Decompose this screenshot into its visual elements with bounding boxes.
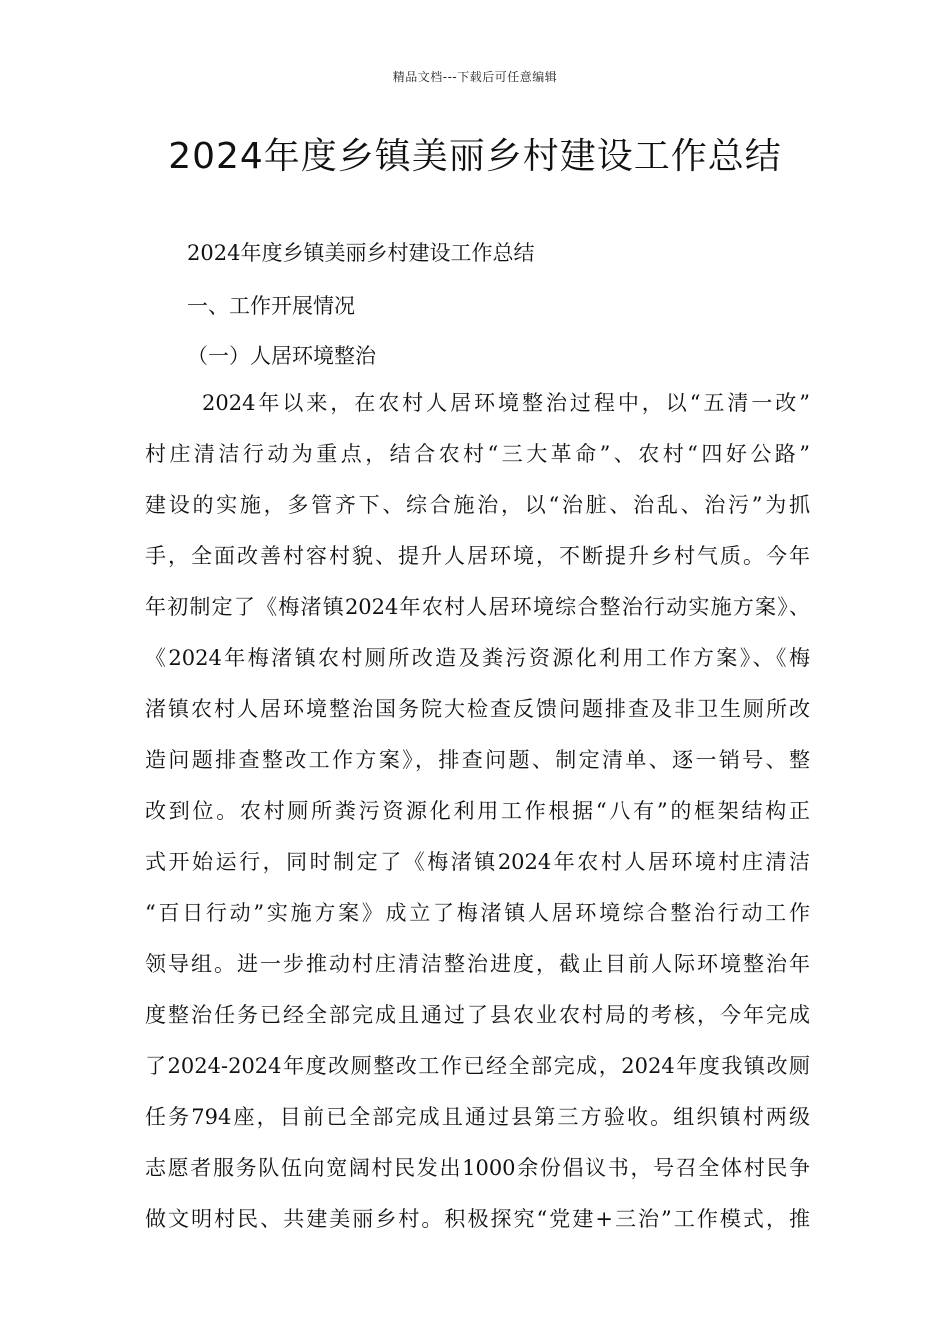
paragraph-line: 年初制定了《梅渚镇2024年农村人居环境综合整治行动实施方案》、	[145, 595, 810, 619]
subsection-heading: （一）人居环境整治	[187, 344, 376, 368]
paragraph-line: 志愿者服务队伍向宽阔村民发出1000余份倡议书，号召全体村民争	[145, 1156, 810, 1180]
paragraph-line: 手，全面改善村容村貌、提升人居环境，不断提升乡村气质。今年	[145, 544, 810, 568]
paragraph-line: 改到位。农村厕所粪污资源化利用工作根据“八有”的框架结构正	[145, 799, 810, 823]
paragraph-line: 了2024-2024年度改厕整改工作已经全部完成，2024年度我镇改厕	[145, 1054, 810, 1078]
paragraph-line: 《2024年梅渚镇农村厕所改造及粪污资源化利用工作方案》、《梅	[145, 646, 810, 670]
paragraph-line: 度整治任务已经全部完成且通过了县农业农村局的考核，今年完成	[145, 1003, 810, 1027]
paragraph-line: 村庄清洁行动为重点，结合农村“三大革命”、农村“四好公路”	[145, 442, 810, 466]
paragraph-line: 渚镇农村人居环境整治国务院大检查反馈问题排查及非卫生厕所改	[145, 697, 810, 721]
paragraph-line: 式开始运行，同时制定了《梅渚镇2024年农村人居环境村庄清洁	[145, 850, 810, 874]
paragraph-line: 领导组。进一步推动村庄清洁整治进度，截止目前人际环境整治年	[145, 952, 810, 976]
paragraph-line: “百日行动”实施方案》成立了梅渚镇人居环境综合整治行动工作	[145, 901, 810, 925]
document-title: 2024年度乡镇美丽乡村建设工作总结	[168, 136, 782, 177]
paragraph-line: 任务794座，目前已全部完成且通过县第三方验收。组织镇村两级	[145, 1105, 810, 1129]
paragraph-line: 造问题排查整改工作方案》，排查问题、制定清单、逐一销号、整	[145, 748, 810, 772]
document-subtitle: 2024年度乡镇美丽乡村建设工作总结	[187, 241, 535, 265]
section-heading: 一、工作开展情况	[187, 294, 355, 318]
paragraph-line: 2024年以来，在农村人居环境整治过程中，以“五清一改”	[202, 391, 810, 415]
header-watermark: 精品文档---下载后可任意编辑	[392, 70, 558, 84]
paragraph-line: 建设的实施，多管齐下、综合施治，以“治脏、治乱、治污”为抓	[145, 493, 810, 517]
paragraph-line: 做文明村民、共建美丽乡村。积极探究“党建+三治”工作模式，推	[145, 1207, 810, 1231]
body-paragraph	[145, 378, 810, 1245]
